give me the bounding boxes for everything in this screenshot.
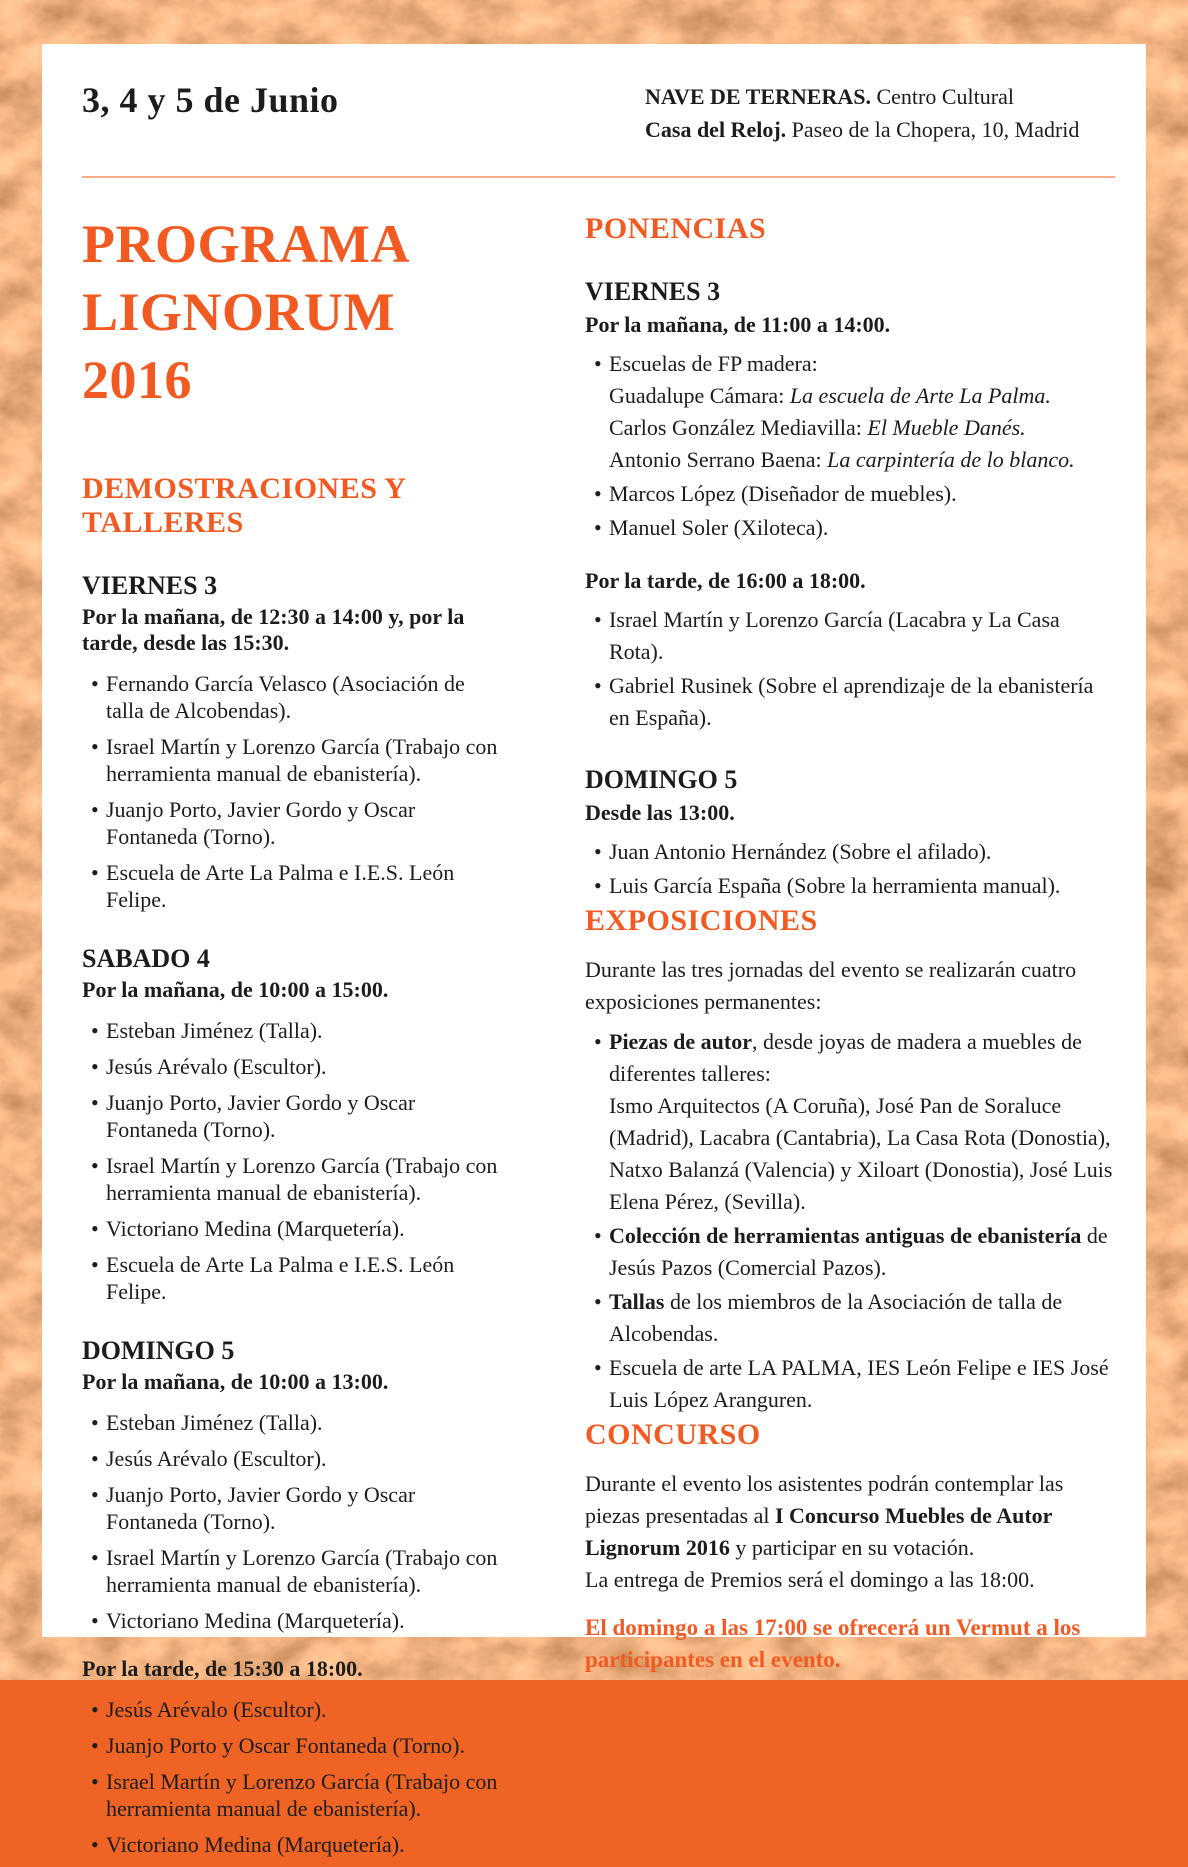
list-item: • Escuela de Arte La Palma e I.E.S. León Felipe. — [82, 1251, 502, 1305]
venue-line-2 — [645, 113, 1115, 146]
content-columns — [82, 198, 1115, 1867]
time-line: Desde las 13:00. — [585, 800, 735, 825]
item-lead: Tallas — [609, 1289, 665, 1314]
time-line: Por la mañana, de 11:00 a 14:00. — [585, 312, 891, 337]
day-heading-domingo: DOMINGO 5 — [82, 1336, 235, 1365]
list-item: • Israel Martín y Lorenzo García (Trabajo con herramienta manual de ebanistería). — [82, 1544, 502, 1598]
vermut-note: El domingo a las 17:00 se ofrecerá un Vermut a los participantes en el evento. — [585, 1615, 1081, 1672]
list-item: • Victoriano Medina (Marquetería). — [82, 1831, 502, 1858]
concurso-text: y participar en su votación. — [729, 1535, 975, 1560]
section-concurso: CONCURSO — [585, 1418, 761, 1451]
time-line: Por la mañana, de 10:00 a 13:00. — [82, 1369, 389, 1394]
fp-sub-line — [609, 412, 1115, 444]
speaker-name: Carlos González Mediavilla: — [609, 415, 868, 440]
list-item: • Juan Antonio Hernández (Sobre el afilado). — [585, 836, 1115, 868]
list-item: • Victoriano Medina (Marquetería). — [82, 1607, 502, 1634]
talk-title: La carpintería de lo blanco. — [827, 447, 1075, 472]
concurso-contest-name: I Concurso Muebles de Autor Lignorum 2016 — [585, 1503, 1053, 1560]
venue-line-1 — [645, 80, 1115, 113]
list-item: • Israel Martín y Lorenzo García (Trabajo con herramienta manual de ebanistería). — [82, 1768, 502, 1822]
item-lead: Piezas de autor — [609, 1029, 752, 1054]
list-item: • Victoriano Medina (Marquetería). — [82, 1215, 502, 1242]
venue-address: Paseo de la Chopera, 10, Madrid — [786, 117, 1080, 142]
demo-domingo-list — [82, 1409, 502, 1634]
list-item — [585, 1026, 1115, 1218]
day-heading-viernes: VIERNES 3 — [82, 571, 218, 600]
day-heading-sabado: SABADO 4 — [82, 944, 210, 973]
list-item: • Esteban Jiménez (Talla). — [82, 1017, 502, 1044]
list-item — [585, 348, 1115, 476]
speaker-name: Guadalupe Cámara: — [609, 383, 790, 408]
list-item: • Juanjo Porto y Oscar Fontaneda (Torno). — [82, 1732, 502, 1759]
page-title — [82, 210, 502, 414]
demo-sabado-list — [82, 1017, 502, 1305]
demo-viernes-list — [82, 670, 502, 913]
venue-name: NAVE DE TERNERAS. — [645, 84, 871, 109]
ponencias-viernes-list — [585, 348, 1115, 544]
talk-title: La escuela de Arte La Palma. — [789, 383, 1051, 408]
section-demostraciones: DEMOSTRACIONES Y TALLERES — [82, 472, 406, 539]
section-ponencias: PONENCIAS — [585, 212, 767, 245]
header-divider — [82, 176, 1115, 178]
speaker-name: Antonio Serrano Baena: — [609, 447, 828, 472]
item-detail: Ismo Arquitectos (A Coruña), José Pan de Soraluce (Madrid), Lacabra (Cantabria), La Casa Rota (Donostia), Natxo Balanzá (Valencia) y Xiloart (Donostia), José Luis Elena Pérez, (Sevilla). — [609, 1093, 1113, 1214]
list-item: • Israel Martín y Lorenzo García (Trabajo con herramienta manual de ebanistería). — [82, 733, 502, 787]
list-item: • Manuel Soler (Xiloteca). — [585, 512, 1115, 544]
section-exposiciones: EXPOSICIONES — [585, 904, 818, 937]
fp-lead: Escuelas de FP madera: — [609, 351, 818, 376]
fp-sub-line — [609, 444, 1115, 476]
item-text: Escuela de arte LA PALMA, IES León Felipe e IES José Luis López Aranguren. — [609, 1355, 1109, 1412]
item-text: de Jesús Pazos (Comercial Pazos). — [609, 1223, 1108, 1280]
list-item: • Escuela de Arte La Palma e I.E.S. León Felipe. — [82, 859, 502, 913]
list-item — [585, 1286, 1115, 1350]
list-item — [585, 1352, 1115, 1416]
ponencias-domingo-list — [585, 836, 1115, 902]
list-item: • Juanjo Porto, Javier Gordo y Oscar Fontaneda (Torno). — [82, 1481, 502, 1535]
day-heading-domingo: DOMINGO 5 — [585, 765, 738, 794]
title-line-1: PROGRAMA — [82, 214, 410, 274]
left-column — [82, 198, 502, 1867]
exposiciones-intro: Durante las tres jornadas del evento se realizarán cuatro exposiciones permanentes: — [585, 957, 1077, 1014]
page-header — [82, 78, 1115, 146]
item-text: de los miembros de la Asociación de talla de Alcobendas. — [609, 1289, 1063, 1346]
time-line: Por la tarde, de 16:00 a 18:00. — [585, 568, 866, 593]
list-item: • Israel Martín y Lorenzo García (Trabajo con herramienta manual de ebanistería). — [82, 1152, 502, 1206]
list-item: • Juanjo Porto, Javier Gordo y Oscar Fontaneda (Torno). — [82, 796, 502, 850]
list-item: • Jesús Arévalo (Escultor). — [82, 1696, 502, 1723]
event-dates: 3, 4 y 5 de Junio — [82, 80, 339, 120]
fp-sub-line — [609, 380, 1115, 412]
list-item: • Juanjo Porto, Javier Gordo y Oscar Fontaneda (Torno). — [82, 1089, 502, 1143]
venue-building: Casa del Reloj. — [645, 117, 787, 142]
talk-title: El Mueble Danés. — [867, 415, 1026, 440]
list-item: • Gabriel Rusinek (Sobre el aprendizaje de la ebanistería en España). — [585, 670, 1115, 734]
exposiciones-list — [585, 1026, 1115, 1416]
time-line: Por la mañana, de 10:00 a 15:00. — [82, 977, 389, 1002]
item-text: , desde joyas de madera a muebles de diferentes talleres: — [609, 1029, 1082, 1086]
list-item: • Luis García España (Sobre la herramienta manual). — [585, 870, 1115, 902]
time-line: Por la tarde, de 15:30 a 18:00. — [82, 1656, 363, 1681]
right-column — [585, 198, 1115, 1867]
concurso-text: Durante el evento los asistentes podrán contemplar las piezas presentadas al — [585, 1471, 1064, 1528]
venue-type: Centro Cultural — [870, 84, 1014, 109]
list-item: • Esteban Jiménez (Talla). — [82, 1409, 502, 1436]
time-line: Por la mañana, de 12:30 a 14:00 y, por la tarde, desde las 15:30. — [82, 604, 465, 655]
list-item: • Fernando García Velasco (Asociación de talla de Alcobendas). — [82, 670, 502, 724]
list-item: • Marcos López (Diseñador de muebles). — [585, 478, 1115, 510]
day-heading-viernes: VIERNES 3 — [585, 277, 721, 306]
item-lead: Colección de herramientas antiguas de ebanistería — [609, 1223, 1082, 1248]
concurso-prizes-line: La entrega de Premios será el domingo a las 18:00. — [585, 1567, 1035, 1592]
list-item: • Jesús Arévalo (Escultor). — [82, 1445, 502, 1472]
program-page — [42, 44, 1146, 1857]
concurso-paragraph — [585, 1468, 1115, 1596]
demo-tarde-list — [82, 1696, 502, 1858]
list-item — [585, 1220, 1115, 1284]
list-item: • Israel Martín y Lorenzo García (Lacabra y La Casa Rota). — [585, 604, 1115, 668]
ponencias-tarde-list — [585, 604, 1115, 734]
list-item: • Jesús Arévalo (Escultor). — [82, 1053, 502, 1080]
title-line-2: LIGNORUM 2016 — [82, 282, 395, 410]
venue-block — [645, 78, 1115, 146]
